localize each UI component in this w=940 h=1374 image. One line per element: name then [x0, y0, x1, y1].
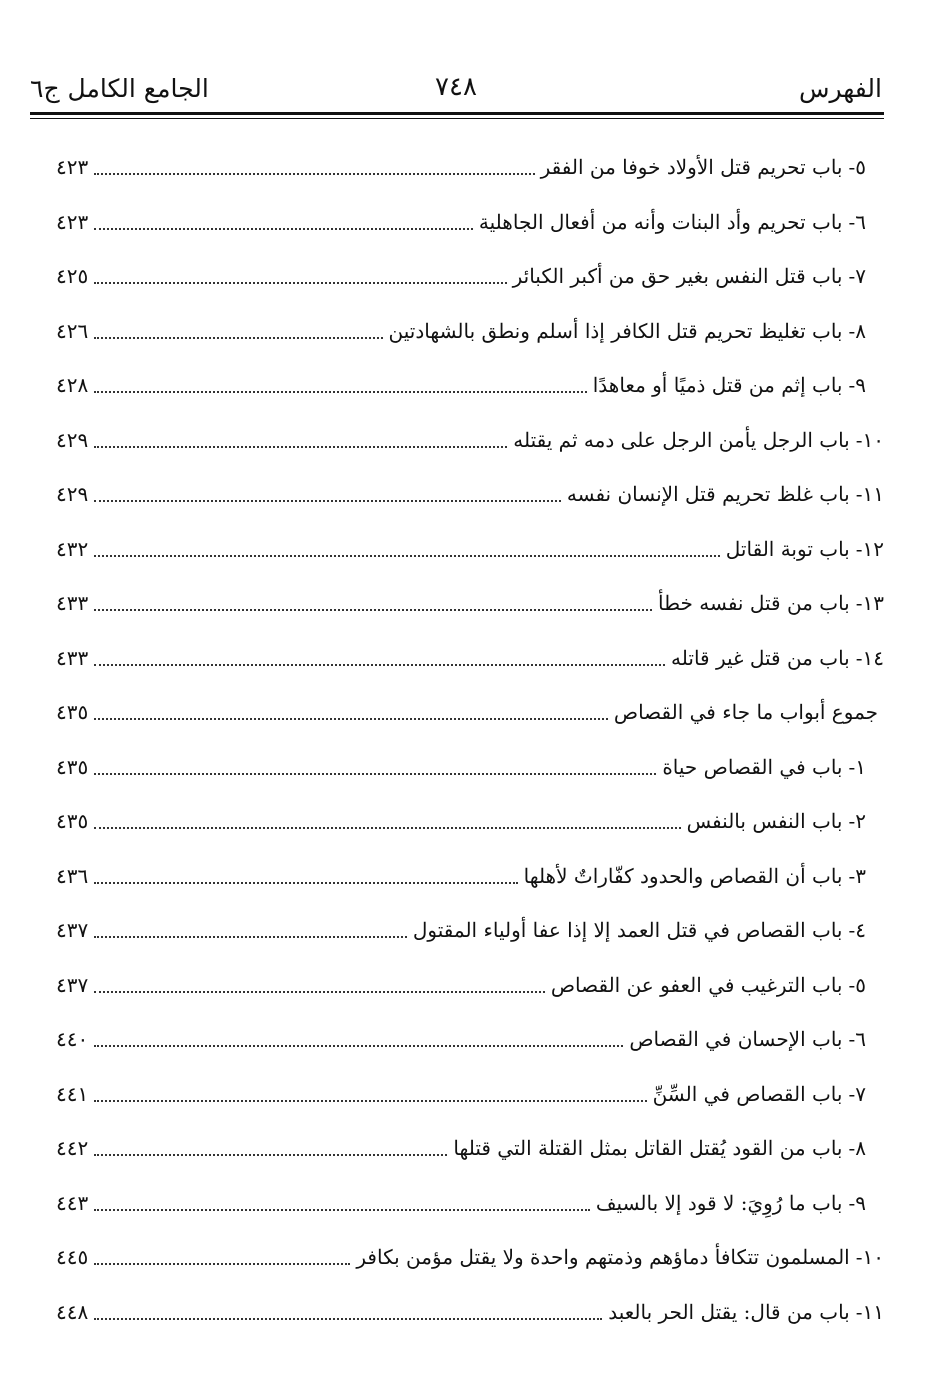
dot-leader — [94, 609, 652, 611]
toc-entry-title: المسلمون تتكافأ دماؤهم وذمتهم واحدة ولا يقتل مؤمن بكافر — [356, 1245, 850, 1270]
toc-entry-title: باب توبة القاتل — [725, 536, 850, 561]
dot-leader — [94, 664, 665, 666]
toc-entry-page: ٤٤١ — [56, 1081, 89, 1106]
toc-entry-page: ٤٢٩ — [56, 482, 89, 507]
toc-entry-page: ٤٢٩ — [56, 427, 89, 452]
dot-leader — [94, 446, 507, 448]
dot-leader — [94, 936, 407, 938]
toc-entry-number: ٩- — [848, 373, 866, 398]
toc-entry-page: ٤٢٨ — [56, 373, 89, 398]
toc-entry — [56, 794, 884, 849]
toc-entry-title: باب ما رُوِيَ: لا قود إلا بالسيف — [595, 1190, 843, 1215]
toc-entry — [56, 522, 884, 577]
toc-entry — [56, 467, 884, 522]
toc-entry-number: ١- — [848, 754, 866, 779]
toc-entry-title: باب من قتل نفسه خطأ — [658, 591, 850, 616]
book-title: الجامع الكامل ج٦ — [30, 74, 209, 103]
header-rule-thick — [30, 112, 884, 115]
toc-entry-number: ١١- — [855, 1299, 884, 1324]
toc-entry-title: باب القصاص في قتل العمد إلا إذا عفا أولياء المقتول — [412, 918, 843, 943]
header-rule-thin — [30, 118, 884, 119]
dot-leader — [94, 1263, 350, 1265]
toc-entry-number: ٦- — [848, 209, 866, 234]
page-header — [30, 66, 882, 110]
dot-leader — [94, 1100, 646, 1102]
toc-entry-title: باب إثم من قتل ذميًا أو معاهدًا — [592, 373, 843, 398]
toc-entry-title: باب أن القصاص والحدود كفّاراتٌ لأهلها — [523, 863, 843, 888]
dot-leader — [94, 991, 545, 993]
toc-entry — [56, 358, 884, 413]
toc-entry-title: باب تحريم وأد البنات وأنه من أفعال الجاهلية — [478, 209, 843, 234]
toc-entry-title: باب الإحسان في القصاص — [629, 1027, 843, 1052]
toc-entry-page: ٤٤٥ — [56, 1245, 89, 1270]
toc-entry-title: جموع أبواب ما جاء في القصاص — [613, 700, 878, 725]
toc-entry-number: ٥- — [848, 972, 866, 997]
toc-entry-number: ٢- — [848, 809, 866, 834]
toc-entry-title: باب من قال: يقتل الحر بالعبد — [608, 1299, 850, 1324]
toc-entry-page: ٤٣٣ — [56, 591, 89, 616]
toc-entry-page: ٤٣٧ — [56, 918, 89, 943]
dot-leader — [94, 718, 608, 720]
toc-entry-page: ٤٤٠ — [56, 1027, 89, 1052]
dot-leader — [94, 555, 720, 557]
toc-entry-page: ٤٢٣ — [56, 155, 89, 180]
toc-entry — [56, 849, 884, 904]
toc-entry-page: ٤٢٣ — [56, 209, 89, 234]
dot-leader — [94, 337, 382, 339]
toc-entry-number: ٧- — [848, 264, 866, 289]
toc-entry-number: ١٣- — [855, 591, 884, 616]
toc-entry-number: ٥- — [848, 155, 866, 180]
dot-leader — [94, 1045, 623, 1047]
section-title: الفهرس — [798, 74, 882, 103]
toc-entry-number: ٧- — [848, 1081, 866, 1106]
toc-entry-number: ٨- — [848, 1136, 866, 1161]
toc-entry-number: ٨- — [848, 318, 866, 343]
toc-entry-title: باب القصاص في السِّنِّ — [652, 1081, 843, 1106]
toc-entry-title: باب من القود يُقتل القاتل بمثل القتلة التي قتلها — [453, 1136, 843, 1161]
toc-entry — [56, 958, 884, 1013]
toc-entry — [56, 631, 884, 686]
toc-entry-page: ٤٣٢ — [56, 536, 89, 561]
toc-entry-title: باب غلظ تحريم قتل الإنسان نفسه — [566, 482, 850, 507]
toc-entry — [56, 1230, 884, 1285]
toc-entry — [56, 413, 884, 468]
toc-entry — [56, 1176, 884, 1231]
toc-entry-title: باب النفس بالنفس — [686, 809, 843, 834]
toc-entry — [56, 1012, 884, 1067]
toc-entry-page: ٤٢٦ — [56, 318, 89, 343]
toc-entry-page: ٤٤٨ — [56, 1299, 89, 1324]
toc-entry-title: باب في القصاص حياة — [662, 754, 843, 779]
dot-leader — [94, 1318, 602, 1320]
toc-entry-title: باب تحريم قتل الأولاد خوفا من الفقر — [540, 155, 843, 180]
page-number: ٧٤٨ — [435, 72, 477, 102]
toc-entry-title: باب الرجل يأمن الرجل على دمه ثم يقتله — [513, 427, 850, 452]
toc-entry-number: ١١- — [855, 482, 884, 507]
toc-entry-page: ٤٤٢ — [56, 1136, 89, 1161]
dot-leader — [94, 173, 534, 175]
toc-entry — [56, 1067, 884, 1122]
table-of-contents — [56, 140, 884, 1339]
toc-entry-page: ٤٣٥ — [56, 809, 89, 834]
toc-entry-number: ١٠- — [855, 1245, 884, 1270]
toc-entry — [56, 1121, 884, 1176]
toc-entry — [56, 685, 884, 740]
toc-entry — [56, 576, 884, 631]
toc-entry — [56, 249, 884, 304]
dot-leader — [94, 228, 473, 230]
toc-entry-page: ٤٣٥ — [56, 700, 89, 725]
dot-leader — [94, 773, 656, 775]
toc-entry-number: ٦- — [848, 1027, 866, 1052]
toc-entry-title: باب من قتل غير قاتله — [671, 645, 850, 670]
toc-entry — [56, 140, 884, 195]
toc-entry-number: ٣- — [848, 863, 866, 888]
toc-entry-page: ٤٣٣ — [56, 645, 89, 670]
toc-entry-title: باب الترغيب في العفو عن القصاص — [550, 972, 843, 997]
toc-entry — [56, 740, 884, 795]
toc-entry-number: ١٤- — [855, 645, 884, 670]
toc-entry-page: ٤٣٦ — [56, 863, 89, 888]
toc-entry — [56, 1285, 884, 1340]
toc-entry — [56, 903, 884, 958]
toc-entry-number: ٩- — [848, 1190, 866, 1215]
dot-leader — [94, 1154, 447, 1156]
dot-leader — [94, 282, 506, 284]
toc-entry — [56, 304, 884, 359]
toc-entry-number: ١٢- — [855, 536, 884, 561]
dot-leader — [94, 882, 517, 884]
dot-leader — [94, 500, 561, 502]
toc-entry-title: باب تغليظ تحريم قتل الكافر إذا أسلم ونطق بالشهادتين — [388, 318, 843, 343]
dot-leader — [94, 391, 586, 393]
toc-entry — [56, 195, 884, 250]
toc-entry-page: ٤٢٥ — [56, 264, 89, 289]
toc-entry-page: ٤٣٧ — [56, 972, 89, 997]
dot-leader — [94, 827, 680, 829]
toc-entry-number: ٤- — [848, 918, 866, 943]
toc-entry-page: ٤٣٥ — [56, 754, 89, 779]
dot-leader — [94, 1209, 590, 1211]
toc-entry-page: ٤٤٣ — [56, 1190, 89, 1215]
toc-entry-number: ١٠- — [855, 427, 884, 452]
toc-entry-title: باب قتل النفس بغير حق من أكبر الكبائر — [512, 264, 843, 289]
